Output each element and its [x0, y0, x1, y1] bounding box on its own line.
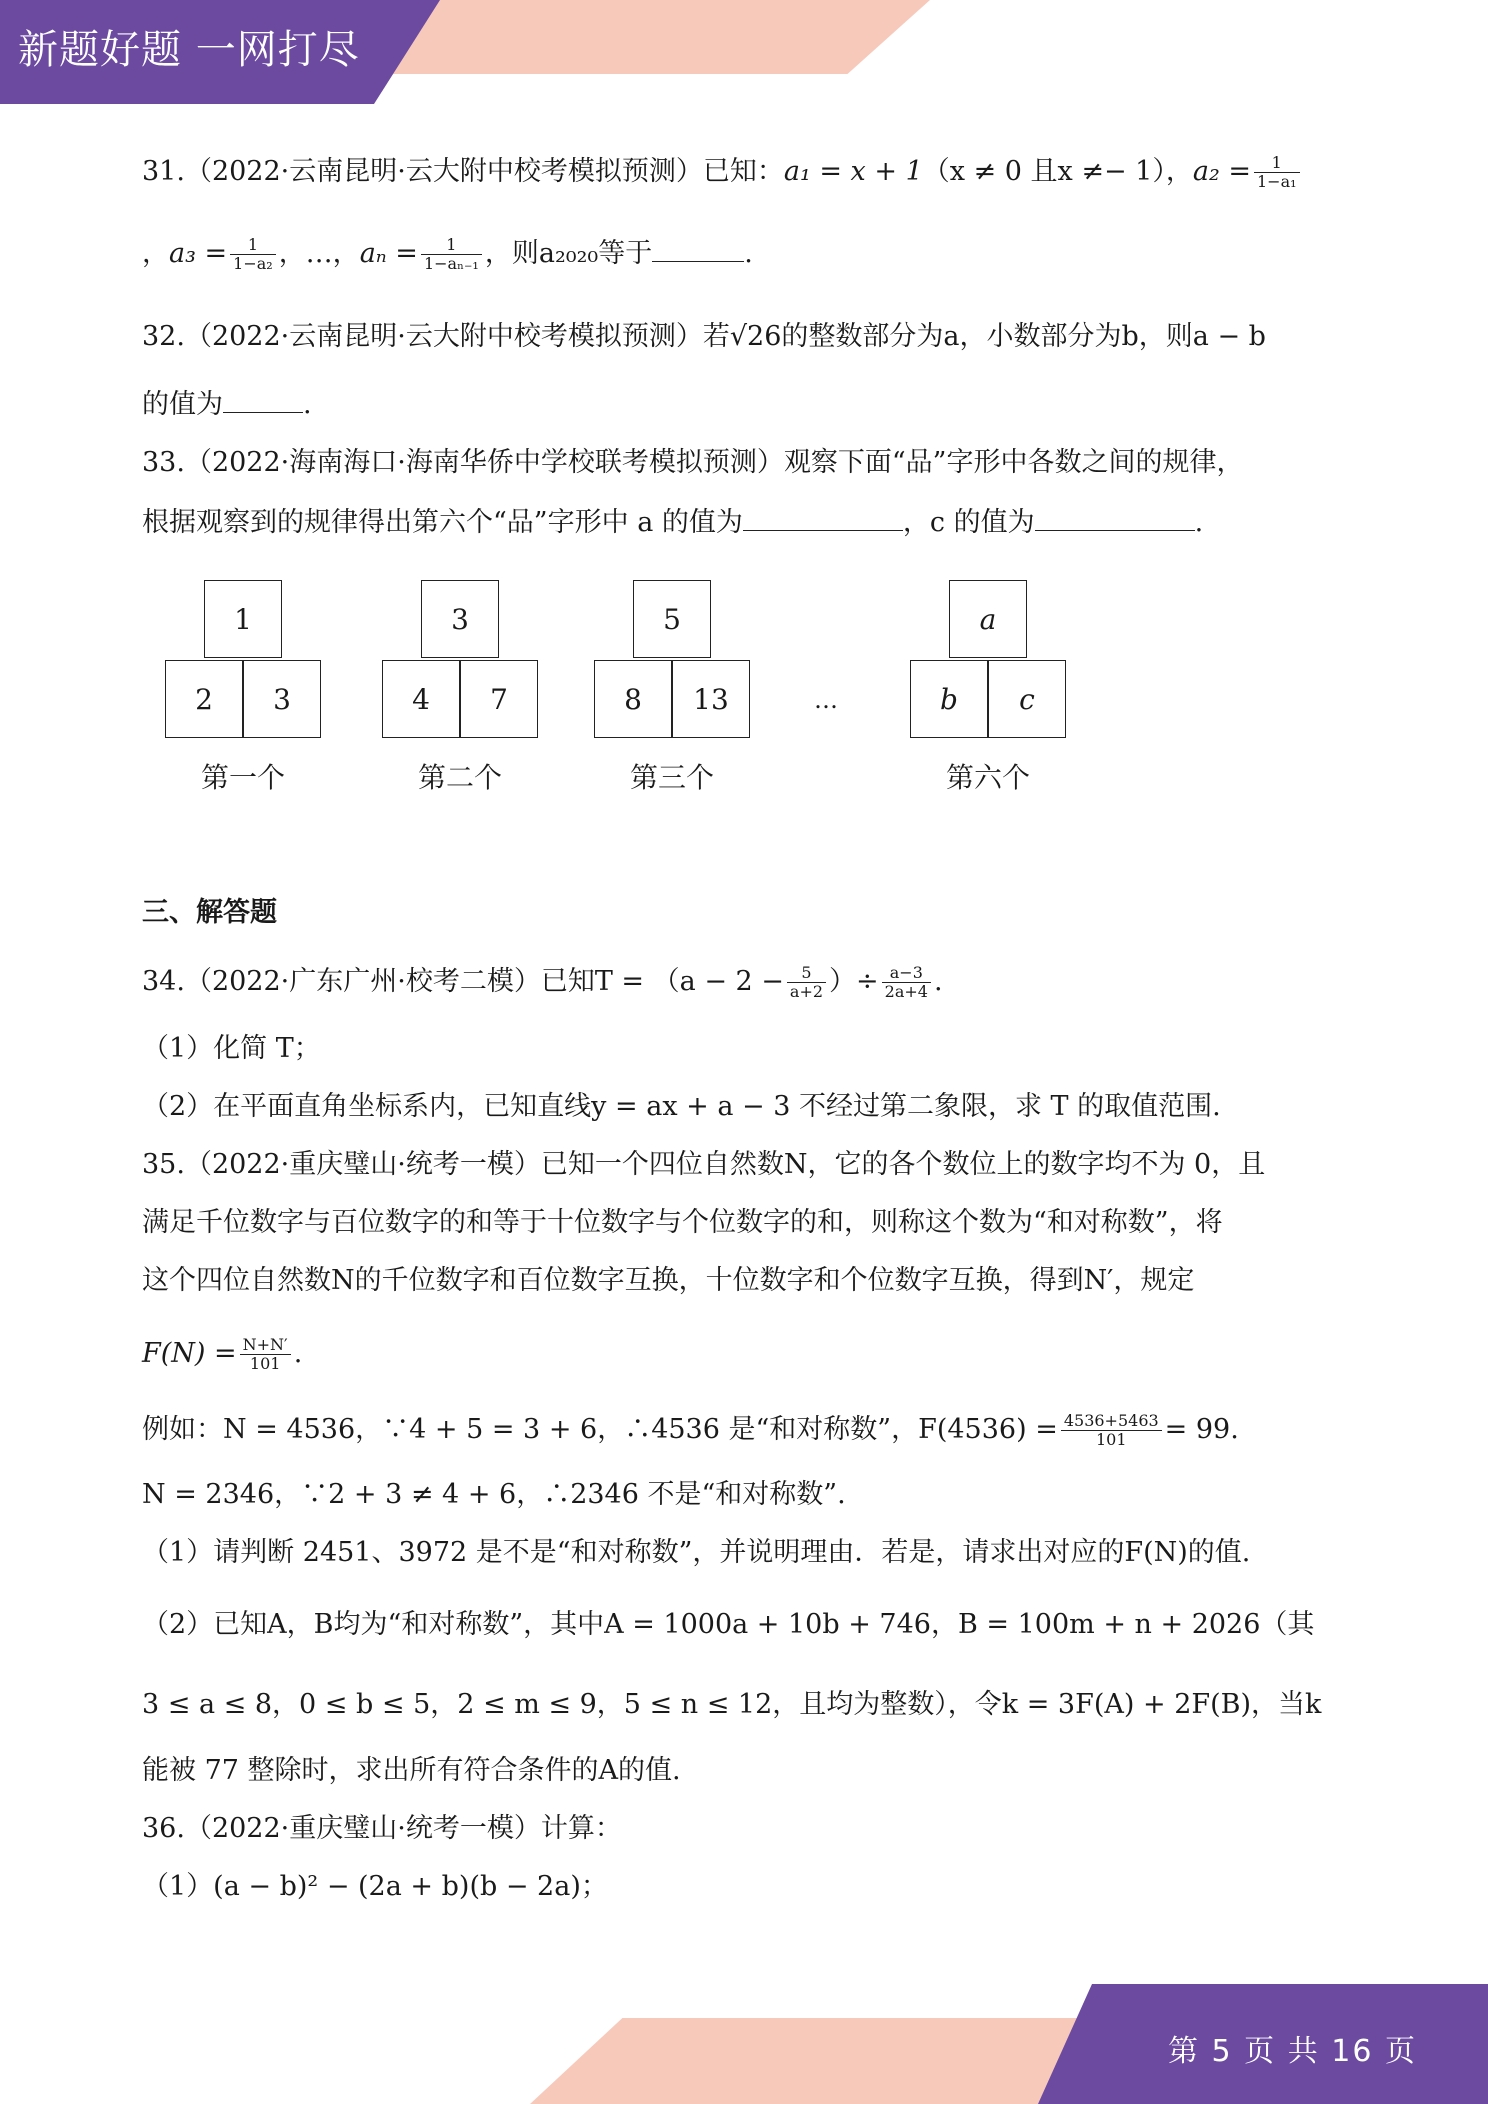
q31-lead: 已知： [702, 156, 784, 187]
q31-tail: ，则a₂₀₂₀等于 [484, 238, 653, 269]
pin-right-value: 13 [693, 682, 729, 716]
q35-fn-num: N+N′ [240, 1336, 291, 1355]
q35-fn-lead: F(N) = [142, 1338, 237, 1369]
q35-line3: 这个四位自然数N的千位数字和百位数字互换，十位数字和个位数字互换，得到N′，规定 [142, 1265, 1195, 1296]
q36-part1: （1）(a − b)² − (2a + b)(b − 2a)； [142, 1871, 608, 1902]
pin-right-box [672, 660, 750, 738]
q34-lead: 已知T = （a − 2 − [540, 966, 784, 997]
q31-condition: （x ≠ 0 且x ≠− 1）， [922, 156, 1193, 187]
pin-right-box [988, 660, 1066, 738]
pin-ellipsis: … [814, 686, 838, 714]
q35-source: （2022·重庆璧山·统考一模） [184, 1149, 541, 1180]
q35-fn-end: . [293, 1338, 303, 1369]
q33-text2a: 根据观察到的规律得出第六个“品”字形中 a 的值为 [142, 507, 743, 538]
q31-comma: ， [142, 238, 169, 269]
pin-right-box [460, 660, 538, 738]
pin-right-box [243, 660, 321, 738]
q34-end: . [933, 966, 943, 997]
q31-a1: a₁ = x + 1 [783, 156, 923, 187]
q33-end: . [1194, 507, 1204, 538]
q35-part2-line2: 3 ≤ a ≤ 8，0 ≤ b ≤ 5，2 ≤ m ≤ 9，5 ≤ n ≤ 12，且均为整数），令k = 3F(A) + 2F(B)，当k [142, 1689, 1322, 1720]
q35-example-end: = 99. [1164, 1414, 1239, 1445]
pin-top-value: a [979, 602, 997, 636]
q32-line1 [142, 320, 1266, 354]
q35-line6: N = 2346，∵2 + 3 ≠ 4 + 6，∴2346 不是“和对称数”. [142, 1479, 846, 1510]
q31-line1 [142, 154, 1303, 191]
q34-divide: ）÷ [829, 966, 879, 997]
pin-left-box [382, 660, 460, 738]
q35-fn-fraction [240, 1336, 291, 1373]
q31-number: 31. [142, 156, 185, 187]
header-accent-band [380, 0, 930, 74]
pin-left-value: b [940, 682, 958, 716]
q31-a2-fraction [1254, 154, 1300, 191]
q31-an: aₙ = [359, 238, 418, 269]
pin-left-value: 2 [195, 682, 213, 716]
q32-end: . [303, 389, 312, 420]
q32-text2: 的值为 [142, 389, 223, 420]
q32-number: 32. [142, 321, 185, 352]
q36-number: 36. [142, 1813, 185, 1844]
q31-line2 [142, 236, 753, 273]
q31-a2-num: 1 [1254, 154, 1300, 173]
q36-source: （2022·重庆璧山·统考一模） [184, 1813, 541, 1844]
q35-example-lead: 例如：N = 4536，∵4 + 5 = 3 + 6，∴4536 是“和对称数”，F(4536) = [142, 1414, 1058, 1445]
q32-answer-blank[interactable] [223, 390, 303, 413]
q34-line1 [142, 964, 943, 1001]
q36-line1 [142, 1812, 622, 1846]
q33-a-blank[interactable] [743, 508, 903, 531]
q34-f2-num: a−3 [882, 964, 931, 983]
pin-right-value: 7 [490, 682, 508, 716]
q35-example-num: 4536+5463 [1061, 1412, 1162, 1431]
q34-part1: （1）化简 T； [142, 1033, 321, 1064]
q31-an-fraction [421, 236, 482, 273]
q34-number: 34. [142, 966, 185, 997]
q36-lead: 计算： [540, 1813, 622, 1844]
q34-f1-num: 5 [787, 964, 826, 983]
q34-fraction-2 [882, 964, 931, 1001]
q31-a2: a₂ = [1192, 156, 1251, 187]
pin-left-box [165, 660, 243, 738]
q31-answer-blank[interactable] [652, 239, 744, 262]
q35-number: 35. [142, 1149, 185, 1180]
q35-example-fraction [1061, 1412, 1162, 1449]
q34-source: （2022·广东广州·校考二模） [184, 966, 541, 997]
q33-number: 33. [142, 447, 185, 478]
pin-left-value: 4 [412, 682, 430, 716]
q31-a3: a₃ = [169, 238, 228, 269]
pin-top-value: 5 [663, 602, 681, 636]
pin-label: 第一个 [200, 761, 285, 794]
q31-an-den: 1−aₙ₋₁ [423, 254, 479, 273]
pin-label: 第三个 [629, 761, 714, 794]
pin-label: 第二个 [417, 761, 502, 794]
pin-top-box [204, 580, 282, 658]
q33-text2b: ，c 的值为 [902, 507, 1035, 538]
section-title: 三、解答题 [142, 897, 277, 928]
page-number: 第 5 页 共 16 页 [1168, 2034, 1417, 2069]
q32-line2 [142, 388, 312, 422]
q34-f2-den: 2a+4 [884, 982, 928, 1001]
pin-left-box [594, 660, 672, 738]
q35-line2: 满足千位数字与百位数字的和等于十位数字与个位数字的和，则称这个数为“和对称数”，将 [142, 1207, 1223, 1238]
q35-part2-line1: （2）已知A，B均为“和对称数”，其中A = 1000a + 10b + 746，B = 100m + n + 2026（其 [142, 1609, 1315, 1640]
q33-line2 [142, 506, 1203, 540]
q33-source: （2022·海南海口·海南华侨中学校联考模拟预测） [184, 447, 784, 478]
q31-source: （2022·云南昆明·云大附中校考模拟预测） [184, 156, 703, 187]
q31-end: . [744, 238, 753, 269]
pin-top-value: 3 [451, 602, 469, 636]
q33-figures [142, 580, 1142, 810]
header-title: 新题好题 一网打尽 [18, 27, 360, 73]
pin-top-box [949, 580, 1027, 658]
q31-ellipsis: ，…， [278, 238, 360, 269]
pin-top-box [633, 580, 711, 658]
q31-an-num: 1 [421, 236, 482, 255]
q34-fraction-1 [787, 964, 826, 1001]
q31-a3-fraction [230, 236, 276, 273]
q31-a3-num: 1 [230, 236, 276, 255]
pin-top-box [421, 580, 499, 658]
q35-text1: 已知一个四位自然数N，它的各个数位上的数字均不为 0，且 [540, 1149, 1266, 1180]
q35-line1 [142, 1148, 1265, 1182]
q34-part2: （2）在平面直角坐标系内，已知直线y = ax + a − 3 不经过第二象限，求 T 的取值范围. [142, 1091, 1221, 1122]
q35-part2-line3: 能被 77 整除时，求出所有符合条件的A的值. [142, 1755, 681, 1786]
pin-left-box [910, 660, 988, 738]
q34-f1-den: a+2 [789, 982, 824, 1001]
q32-text1: 若√26的整数部分为a，小数部分为b，则a − b [702, 321, 1266, 352]
pin-left-value: 8 [624, 682, 642, 716]
q35-example-den: 101 [1095, 1430, 1127, 1449]
q35-line5 [142, 1412, 1239, 1449]
q33-line1 [142, 446, 1243, 480]
q35-line4 [142, 1336, 302, 1373]
pin-right-value: 3 [273, 682, 291, 716]
q35-fn-den: 101 [249, 1354, 281, 1373]
q33-c-blank[interactable] [1035, 508, 1195, 531]
q31-a3-den: 1−a₂ [233, 254, 273, 273]
pin-label: 第六个 [945, 761, 1030, 794]
pin-right-value: c [1019, 682, 1035, 716]
q33-text1: 观察下面“品”字形中各数之间的规律， [783, 447, 1244, 478]
q32-source: （2022·云南昆明·云大附中校考模拟预测） [184, 321, 703, 352]
pin-top-value: 1 [234, 602, 252, 636]
q35-part1: （1）请判断 2451、3972 是不是“和对称数”，并说明理由．若是，请求出对应的F(N)的值. [142, 1537, 1251, 1568]
q31-a2-den: 1−a₁ [1256, 172, 1297, 191]
